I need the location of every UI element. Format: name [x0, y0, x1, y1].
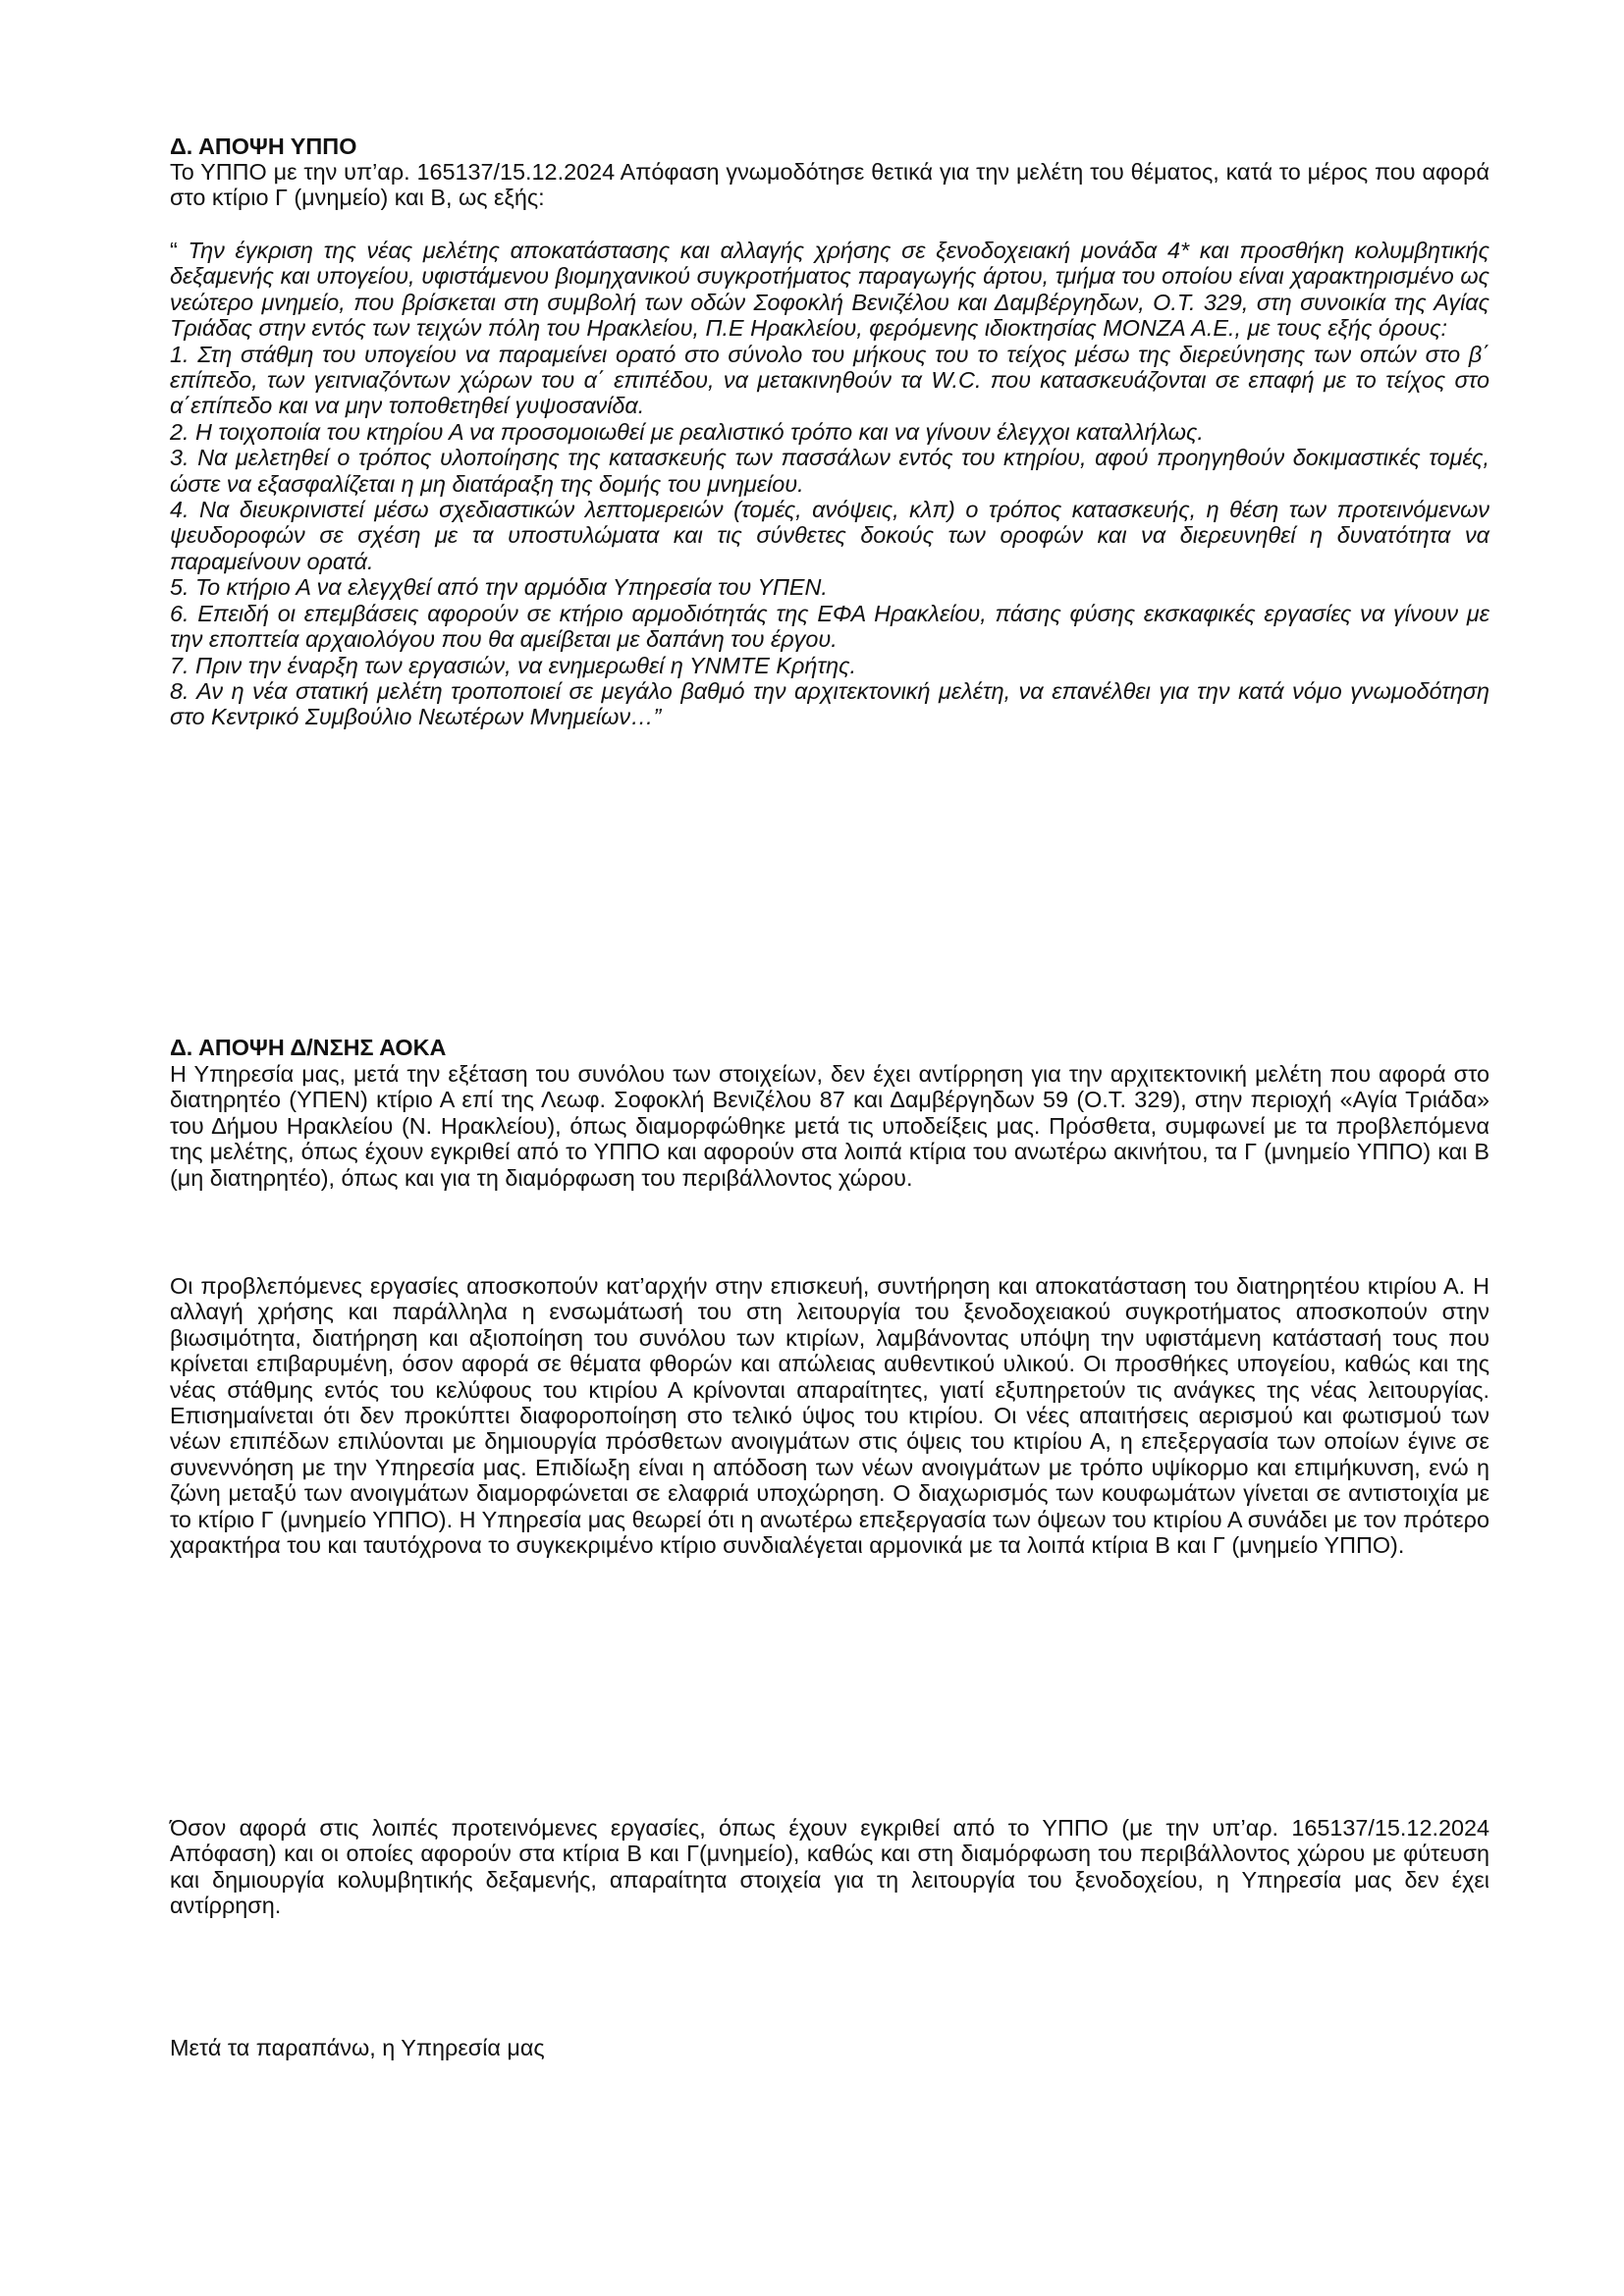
term-item-8: 8. Αν η νέα στατική μελέτη τροποποιεί σε μεγάλο βαθμό την αρχιτεκτονική μελέτη, να επανέλθει για την κατά νόμο γνωμοδότηση στο Κεντρικό Συμβούλιο Νεωτέρων Μνημείων…” [170, 677, 1489, 730]
term-item-4: 4. Να διευκρινιστεί μέσω σχεδιαστικών λεπτομερειών (τομές, ανόψεις, κλπ) ο τρόπος κατασκευής, η θέση των προτεινόμενων ψευδοροφών σε σχέση με τα υποστυλώματα και τις σύνθετες δοκούς των οροφών και να διερευνηθεί η δυνατότητα να παραμείνουν ορατά. [170, 497, 1489, 574]
opening-quote-mark: “ [170, 238, 189, 263]
term-item-3: 3. Να μελετηθεί ο τρόπος υλοποίησης της κατασκευής των πασσάλων εντός του κτηρίου, αφού προηγηθούν δοκιμαστικές τομές, ώστε να εξασφαλίζεται η μη διατάραξη της δομής του μνημείου. [170, 445, 1489, 497]
quote-text: Την έγκριση της νέας μελέτης αποκατάστασης και αλλαγής χρήσης σε ξενοδοχειακή μονάδα 4* και προσθήκη κολυμβητικής δεξαμενής και υπογείου, υφιστάμενου βιομηχανικού συγκροτήματος παραγωγής άρτου, τμήμα του οποίου είναι χαρακτηρισμένο ως νεώτερο μνημείο, που βρίσκεται στη συμβολή των οδών Σοφοκλή Βενιζέλου και Δαμβέργηδων, Ο.Τ. 329, στη συνοικία της Αγίας Τριάδας στην εντός των τειχών πόλη του Ηρακλείου, Π.Ε Ηρακλείου, φερόμενης ιδιοκτησίας MONZA Α.Ε., με τους εξής όρους: [170, 238, 1489, 342]
aoka-paragraph-2: Οι προβλεπόμενες εργασίες αποσκοπούν κατ’αρχήν στην επισκευή, συντήρηση και αποκατάσταση του διατηρητέου κτιρίου Α. Η αλλαγή χρήσης και παράλληλα η ενσωμάτωσή του στη λειτουργία του ξενοδοχειακού συγκροτήματος αποσκοπούν στην βιωσιμότητα, διατήρηση και αξιοποίηση του συνόλου των κτιρίων, λαμβάνοντας υπόψη την υφιστάμενη κατάστασή τους που κρίνεται επιβαρυμένη, όσον αφορά σε θέματα φθορών και απώλειας αυθεντικού υλικού. Οι προσθήκες υπογείου, καθώς και της νέας στάθμης εντός του κελύφους του κτιρίου Α κρίνονται απαραίτητες, γιατί εξυπηρετούν τις ανάγκες της νέας λειτουργίας. Επισημαίνεται ότι δεν προκύπτει διαφοροποίηση στο τελικό ύψος του κτιρίου. Οι νέες απαιτήσεις αερισμού και φωτισμού των νέων επιπέδων επιλύονται με δημιουργία πρόσθετων ανοιγμάτων στις όψεις του κτιρίου Α, η επεξεργασία των οποίων έγινε σε συνεννόηση με την Υπηρεσία μας. Επιδίωξη είναι η απόδοση των νέων ανοιγμάτων με τρόπο υψίκορμο και επιμήκυνση, ενώ η ζώνη μεταξύ των ανοιγμάτων διαμορφώνεται σε ελαφριά υποχώρηση. Ο διαχωρισμός των κουφωμάτων γίνεται σε αντιστοιχία με το κτίριο Γ (μνημείο ΥΠΠΟ). Η Υπηρεσία μας θεωρεί ότι η ανωτέρω επεξεργασία των όψεων του κτιρίου Α συνάδει με τον πρότερο χαρακτήρα του και ταυτόχρονα το συγκεκριμένο κτίριο συνδιαλέγεται αρμονικά με τα λοιπά κτίρια Β και Γ (μνημείο ΥΠΠΟ). [170, 1273, 1489, 1559]
aoka-paragraph-1: Η Υπηρεσία μας, μετά την εξέταση του συνόλου των στοιχείων, δεν έχει αντίρρηση για την αρχιτεκτονική μελέτη που αφορά στο διατηρητέο (ΥΠΕΝ) κτίριο Α επί της Λεωφ. Σοφοκλή Βενιζέλου 87 και Δαμβέργηδων 59 (Ο.Τ. 329), στην περιοχή «Αγία Τριάδα» του Δήμου Ηρακλείου (Ν. Ηρακλείου), όπως διαμορφώθηκε μετά τις υποδείξεις μας. Πρόσθετα, συμφωνεί με τα προβλεπόμενα της μελέτης, όπως έχουν εγκριθεί από το ΥΠΠΟ και αφορούν στα λοιπά κτίρια του ανωτέρω ακινήτου, τα Γ (μνημείο ΥΠΠΟ) και Β (μη διατηρητέο), όπως και για τη διαμόρφωση του περιβάλλοντος χώρου. [170, 1061, 1489, 1191]
ypo-quoted-decision [170, 238, 1489, 730]
aoka-paragraph-3: Όσον αφορά στις λοιπές προτεινόμενες εργασίες, όπως έχουν εγκριθεί από το ΥΠΠΟ (με την υπ’αρ. 165137/15.12.2024 Απόφαση) και οι οποίες αφορούν στα κτίρια Β και Γ(μνημείο), καθώς και στη διαμόρφωση του περιβάλλοντος χώρου με φύτευση και δημιουργία κολυμβητικής δεξαμενής, απαραίτητα στοιχεία για τη λειτουργία του ξενοδοχείου, η Υπηρεσία μας δεν έχει αντίρρηση. [170, 1815, 1489, 1919]
term-item-6: 6. Επειδή οι επεμβάσεις αφορούν σε κτήριο αρμοδιότητάς της ΕΦΑ Ηρακλείου, πάσης φύσης εκσκαφικές εργασίες να γίνουν με την εποπτεία αρχαιολόγου που θα αμείβεται με δαπάνη του έργου. [170, 600, 1489, 653]
term-item-7: 7. Πριν την έναρξη των εργασιών, να ενημερωθεί η ΥΝΜΤΕ Κρήτης. [170, 652, 856, 678]
closing-line: Μετά τα παραπάνω, η Υπηρεσία μας [170, 2035, 545, 2060]
section-heading-ypo: Δ. ΑΠΟΨΗ ΥΠΠΟ [170, 133, 357, 159]
term-item-5: 5. Το κτήριο Α να ελεγχθεί από την αρμόδια Υπηρεσία του ΥΠΕΝ. [170, 574, 828, 601]
term-item-1: 1. Στη στάθμη του υπογείου να παραμείνει ορατό στο σύνολο του μήκους του το τείχος μέσω της διερεύνησης των οπών στο β΄ επίπεδο, των γειτνιαζόντων χώρων του α΄ επιπέδου, να μετακινηθούν τα W.C. που κατασκευάζονται σε επαφή με το τείχος στο α΄επίπεδο και να μην τοποθετηθεί γυψοσανίδα. [170, 341, 1489, 419]
section-heading-aoka: Δ. ΑΠΟΨΗ Δ/ΝΣΗΣ ΑΟΚΑ [170, 1035, 447, 1060]
term-item-2: 2. Η τοιχοποιία του κτηρίου Α να προσομοιωθεί με ρεαλιστικό τρόπο και να γίνουν έλεγχοι καταλλήλως. [170, 418, 1204, 445]
quote-body [170, 238, 1489, 342]
ypo-intro-paragraph: Το ΥΠΠΟ με την υπ’αρ. 165137/15.12.2024 Απόφαση γνωμοδότησε θετικά για την μελέτη του θέματος, κατά το μέρος που αφορά στο κτίριο Γ (μνημείο) και Β, ως εξής: [170, 159, 1489, 211]
